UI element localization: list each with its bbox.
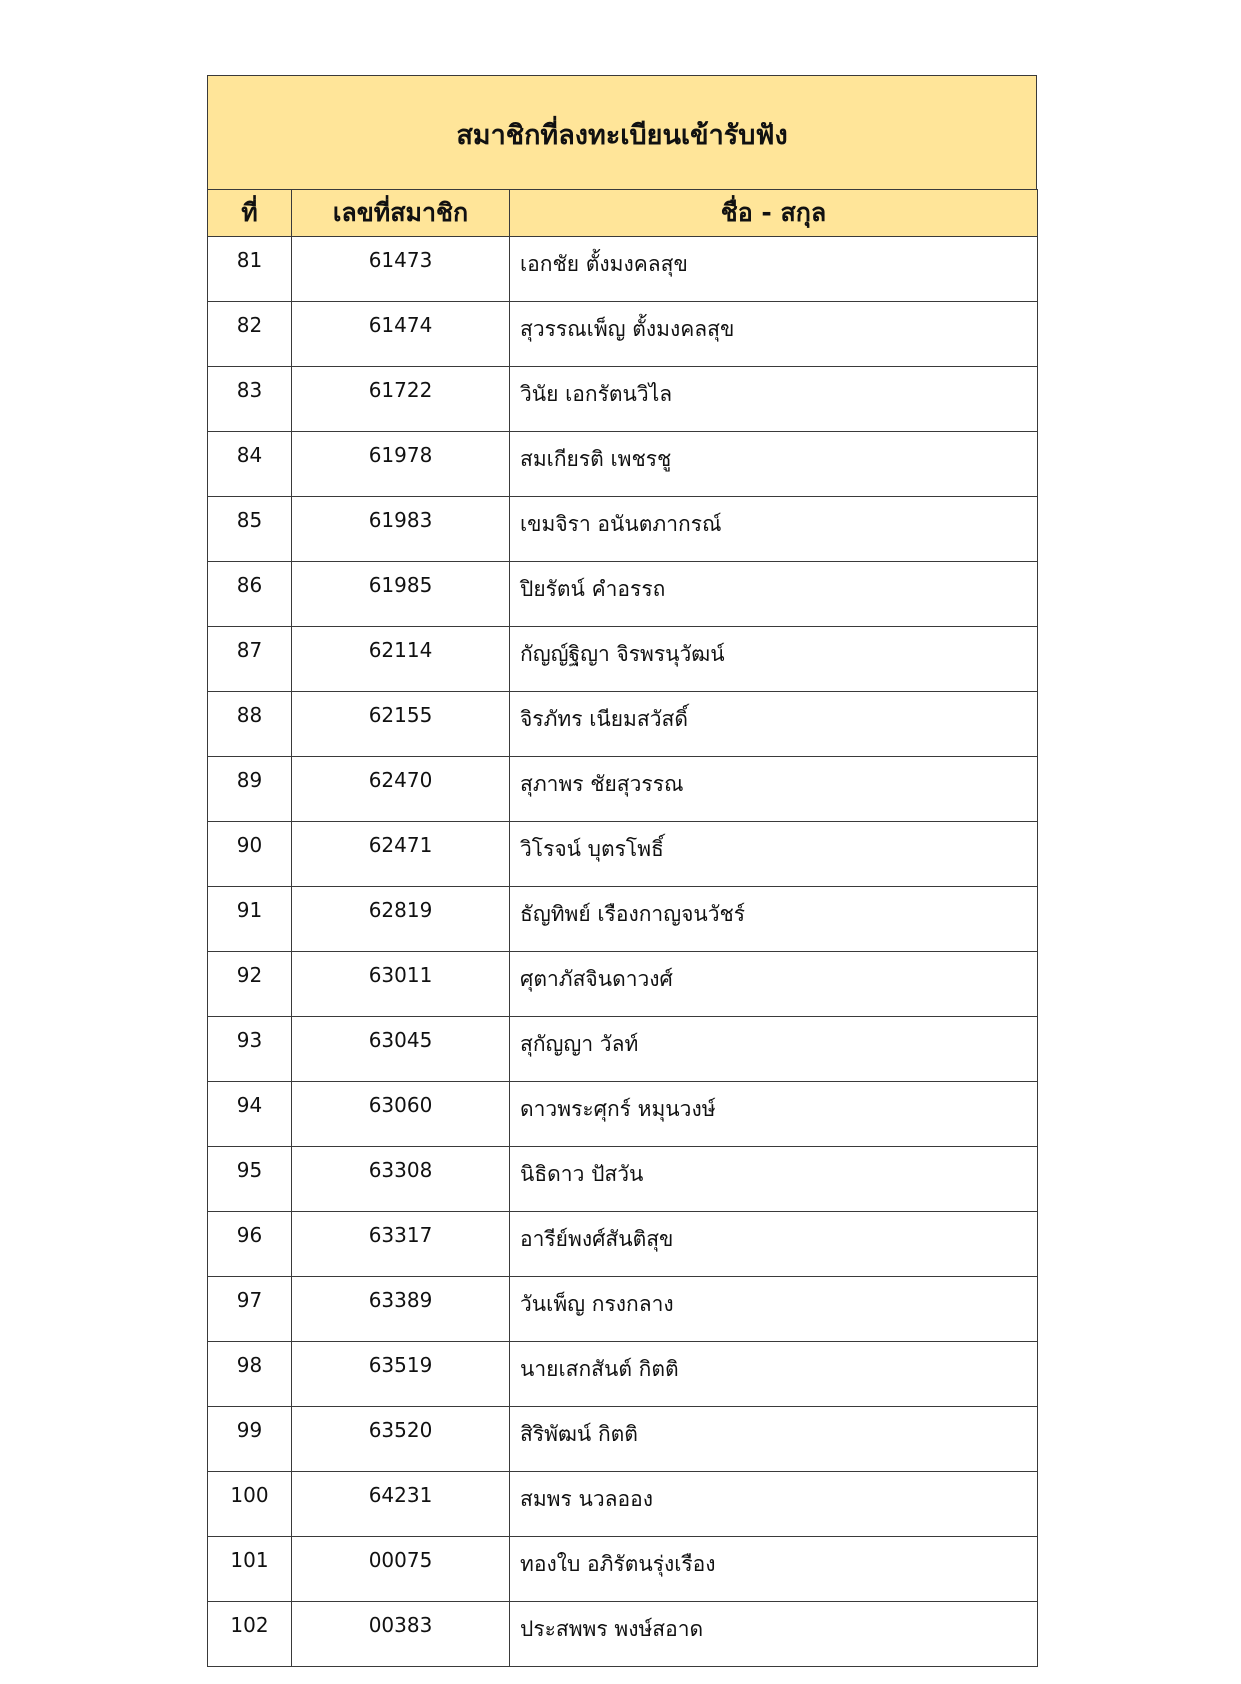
- row-name: สุวรรณเพ็ญ ตั้งมงคลสุข: [510, 302, 1038, 367]
- row-no: 91: [208, 887, 292, 952]
- table-row: [208, 1537, 1038, 1602]
- table-row: [208, 237, 1038, 302]
- member-table: [207, 189, 1038, 1667]
- row-member-id: 61978: [292, 432, 510, 497]
- header-member-id: เลขที่สมาชิก: [292, 190, 510, 237]
- table-row: [208, 1407, 1038, 1472]
- table-row: [208, 627, 1038, 692]
- row-member-id: 63519: [292, 1342, 510, 1407]
- table-row: [208, 692, 1038, 757]
- row-name: สมพร นวลออง: [510, 1472, 1038, 1537]
- row-member-id: 63060: [292, 1082, 510, 1147]
- row-member-id: 63045: [292, 1017, 510, 1082]
- row-no: 90: [208, 822, 292, 887]
- row-no: 101: [208, 1537, 292, 1602]
- row-member-id: 00383: [292, 1602, 510, 1667]
- row-member-id: 63389: [292, 1277, 510, 1342]
- row-name: วินัย เอกรัตนวิไล: [510, 367, 1038, 432]
- row-name: วันเพ็ญ กรงกลาง: [510, 1277, 1038, 1342]
- table-row: [208, 302, 1038, 367]
- row-name: ทองใบ อภิรัตนรุ่งเรือง: [510, 1537, 1038, 1602]
- table-row: [208, 367, 1038, 432]
- table-row: [208, 822, 1038, 887]
- page-title: สมาชิกที่ลงทะเบียนเข้ารับฟัง: [207, 75, 1037, 189]
- table-row: [208, 1602, 1038, 1667]
- row-name: นายเสกสันต์ กิตติ: [510, 1342, 1038, 1407]
- row-name: สมเกียรติ เพชรชู: [510, 432, 1038, 497]
- row-name: สุกัญญา วัลท์: [510, 1017, 1038, 1082]
- row-no: 96: [208, 1212, 292, 1277]
- table-row: [208, 497, 1038, 562]
- row-name: เอกชัย ตั้งมงคลสุข: [510, 237, 1038, 302]
- table-row: [208, 1147, 1038, 1212]
- row-name: ประสพพร พงษ์สอาด: [510, 1602, 1038, 1667]
- row-no: 83: [208, 367, 292, 432]
- row-no: 89: [208, 757, 292, 822]
- row-name: ธัญทิพย์ เรืองกาญจนวัชร์: [510, 887, 1038, 952]
- row-no: 92: [208, 952, 292, 1017]
- row-no: 100: [208, 1472, 292, 1537]
- row-no: 95: [208, 1147, 292, 1212]
- row-member-id: 64231: [292, 1472, 510, 1537]
- row-name: ปิยรัตน์ คำอรรถ: [510, 562, 1038, 627]
- row-member-id: 63317: [292, 1212, 510, 1277]
- row-member-id: 63011: [292, 952, 510, 1017]
- row-no: 82: [208, 302, 292, 367]
- row-member-id: 61473: [292, 237, 510, 302]
- table-row: [208, 1342, 1038, 1407]
- row-no: 93: [208, 1017, 292, 1082]
- table-row: [208, 1082, 1038, 1147]
- row-name: เขมจิรา อนันตภากรณ์: [510, 497, 1038, 562]
- row-no: 85: [208, 497, 292, 562]
- row-member-id: 61474: [292, 302, 510, 367]
- table-row: [208, 1212, 1038, 1277]
- table-row: [208, 887, 1038, 952]
- member-list-sheet: [207, 75, 1037, 1667]
- table-row: [208, 562, 1038, 627]
- row-name: วิโรจน์ บุตรโพธิ์: [510, 822, 1038, 887]
- row-member-id: 62470: [292, 757, 510, 822]
- row-name: กัญญ์ฐิญา จิรพรนุวัฒน์: [510, 627, 1038, 692]
- row-name: สิริพัฒน์ กิตติ: [510, 1407, 1038, 1472]
- row-member-id: 62819: [292, 887, 510, 952]
- row-member-id: 62155: [292, 692, 510, 757]
- row-no: 88: [208, 692, 292, 757]
- row-no: 98: [208, 1342, 292, 1407]
- row-member-id: 63520: [292, 1407, 510, 1472]
- row-member-id: 62114: [292, 627, 510, 692]
- row-name: ดาวพระศุกร์ หมุนวงษ์: [510, 1082, 1038, 1147]
- table-row: [208, 1277, 1038, 1342]
- row-name: นิธิดาว ปัสวัน: [510, 1147, 1038, 1212]
- table-row: [208, 757, 1038, 822]
- table-row: [208, 432, 1038, 497]
- table-row: [208, 1472, 1038, 1537]
- row-no: 87: [208, 627, 292, 692]
- row-name: จิรภัทร เนียมสวัสดิ์: [510, 692, 1038, 757]
- row-name: อารีย์พงศ์สันติสุข: [510, 1212, 1038, 1277]
- header-name: ชื่อ - สกุล: [510, 190, 1038, 237]
- row-no: 94: [208, 1082, 292, 1147]
- row-name: สุภาพร ชัยสุวรรณ: [510, 757, 1038, 822]
- header-no: ที่: [208, 190, 292, 237]
- row-member-id: 61985: [292, 562, 510, 627]
- table-header-row: [208, 190, 1038, 237]
- table-row: [208, 952, 1038, 1017]
- row-member-id: 61722: [292, 367, 510, 432]
- row-member-id: 61983: [292, 497, 510, 562]
- row-no: 81: [208, 237, 292, 302]
- row-no: 102: [208, 1602, 292, 1667]
- row-member-id: 63308: [292, 1147, 510, 1212]
- table-row: [208, 1017, 1038, 1082]
- row-member-id: 00075: [292, 1537, 510, 1602]
- row-name: ศุตาภัสจินดาวงศ์: [510, 952, 1038, 1017]
- row-no: 86: [208, 562, 292, 627]
- row-no: 97: [208, 1277, 292, 1342]
- row-member-id: 62471: [292, 822, 510, 887]
- row-no: 84: [208, 432, 292, 497]
- row-no: 99: [208, 1407, 292, 1472]
